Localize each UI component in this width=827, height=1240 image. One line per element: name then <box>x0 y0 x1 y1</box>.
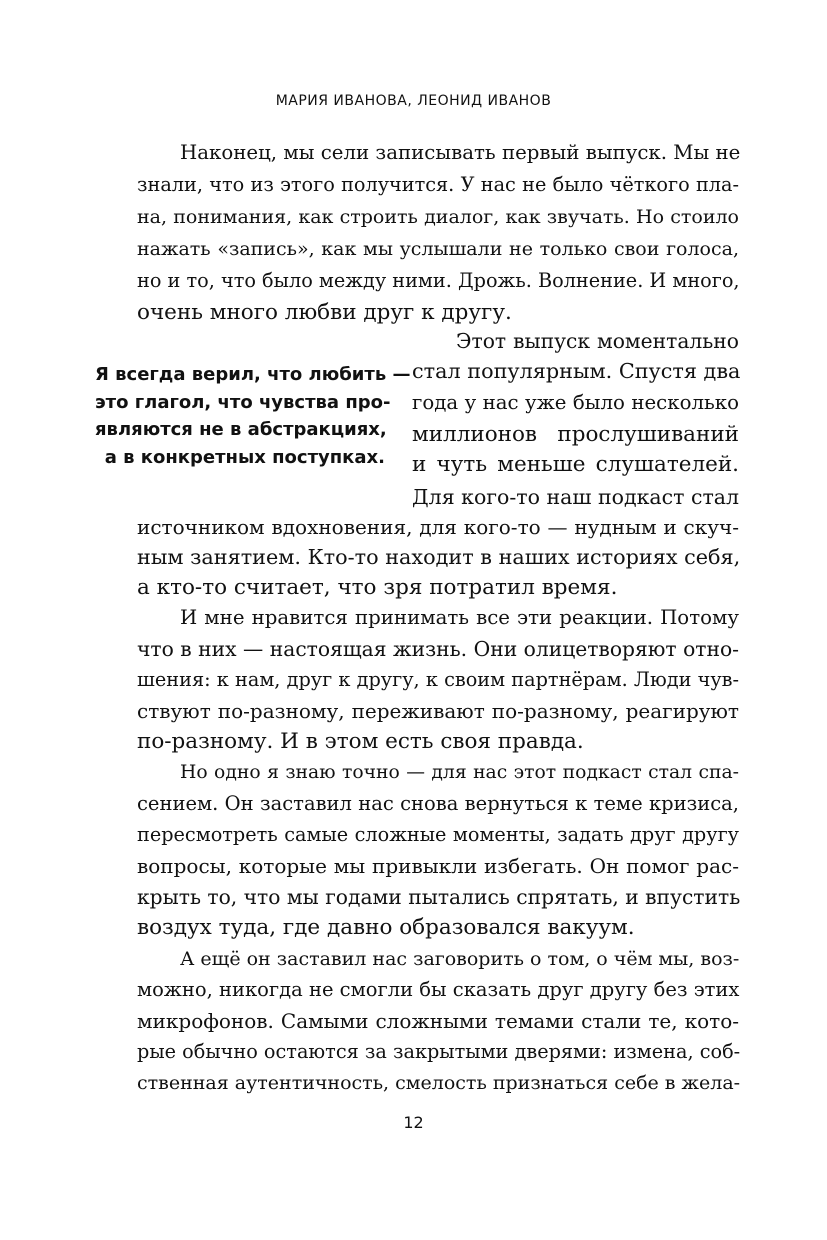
text-line: Но одно я знаю точно — для нас этот подкаст стал спа- <box>180 762 739 783</box>
pull-quote-line: а в конкретных поступках. <box>104 446 385 468</box>
page-number: 12 <box>403 1113 424 1132</box>
text-line: А ещё он заставил нас заговорить о том, о чём мы, воз- <box>180 948 740 970</box>
pull-quote-line: Я всегда верил, что любить — <box>95 364 411 385</box>
text-line: можно, никогда не смогли бы сказать друг другу без этих <box>137 978 740 1001</box>
text-line: но и то, что было между ними. Дрожь. Волнение. И много, <box>137 269 740 292</box>
pull-quote-line: это глагол, что чувства про- <box>95 391 391 413</box>
text-line: крыть то, что мы годами пытались спрятать, и впустить <box>137 885 741 909</box>
text-line: года у нас уже было несколько <box>412 391 739 414</box>
text-line: шения: к нам, друг к другу, к своим партнёрам. Люди чув- <box>137 668 739 691</box>
text-line: очень много любви друг к другу. <box>137 300 512 325</box>
text-line: Этот выпуск моментально <box>456 329 739 353</box>
text-line: вопросы, которые мы привыкли избегать. Он помог рас- <box>137 854 739 878</box>
text-line: пересмотреть самые сложные моменты, задать друг другу <box>137 823 739 846</box>
text-line: ным занятием. Кто-то находит в наших историях себя, <box>137 545 741 569</box>
text-line: рые обычно остаются за закрытыми дверями: измена, соб- <box>137 1040 741 1063</box>
pull-quote <box>95 361 411 471</box>
text-line: Для кого-то наш подкаст стал <box>412 485 740 509</box>
text-line: Наконец, мы сели записывать первый выпуск. Мы не <box>180 141 741 164</box>
text-line: по-разному. И в этом есть своя правда. <box>137 729 584 754</box>
text-line: а кто-то считает, что зря потратил время. <box>137 575 618 600</box>
text-line: миллионов прослушиваний <box>412 422 739 447</box>
text-line: ственная аутентичность, смелость признаться себе в жела- <box>137 1072 741 1094</box>
text-line: на, понимания, как строить диалог, как звучать. Но стоило <box>137 206 739 228</box>
text-line: нажать «запись», как мы услышали не только свои голоса, <box>137 238 739 260</box>
pull-quote-line: являются не в абстракциях, <box>95 419 387 440</box>
text-line: воздух туда, где давно образовался вакуум. <box>137 915 635 940</box>
text-line: знали, что из этого получится. У нас не было чёткого пла- <box>137 173 739 196</box>
text-line: что в них — настоящая жизнь. Они олицетворяют отно- <box>137 637 739 661</box>
text-line: ствуют по-разному, переживают по-разному, реагируют <box>137 699 739 723</box>
text-line: И мне нравится принимать все эти реакции. Потому <box>180 606 739 629</box>
text-line: микрофонов. Самыми сложными темами стали те, кото- <box>137 1009 739 1033</box>
text-line: источником вдохновения, для кого-то — нудным и скуч- <box>137 515 739 539</box>
running-header: МАРИЯ ИВАНОВА, ЛЕОНИД ИВАНОВ <box>275 93 552 109</box>
text-line: стал популярным. Спустя два <box>412 359 741 383</box>
text-line: сением. Он заставил нас снова вернуться к теме кризиса, <box>137 792 739 815</box>
text-line: и чуть меньше слушателей. <box>412 452 739 477</box>
